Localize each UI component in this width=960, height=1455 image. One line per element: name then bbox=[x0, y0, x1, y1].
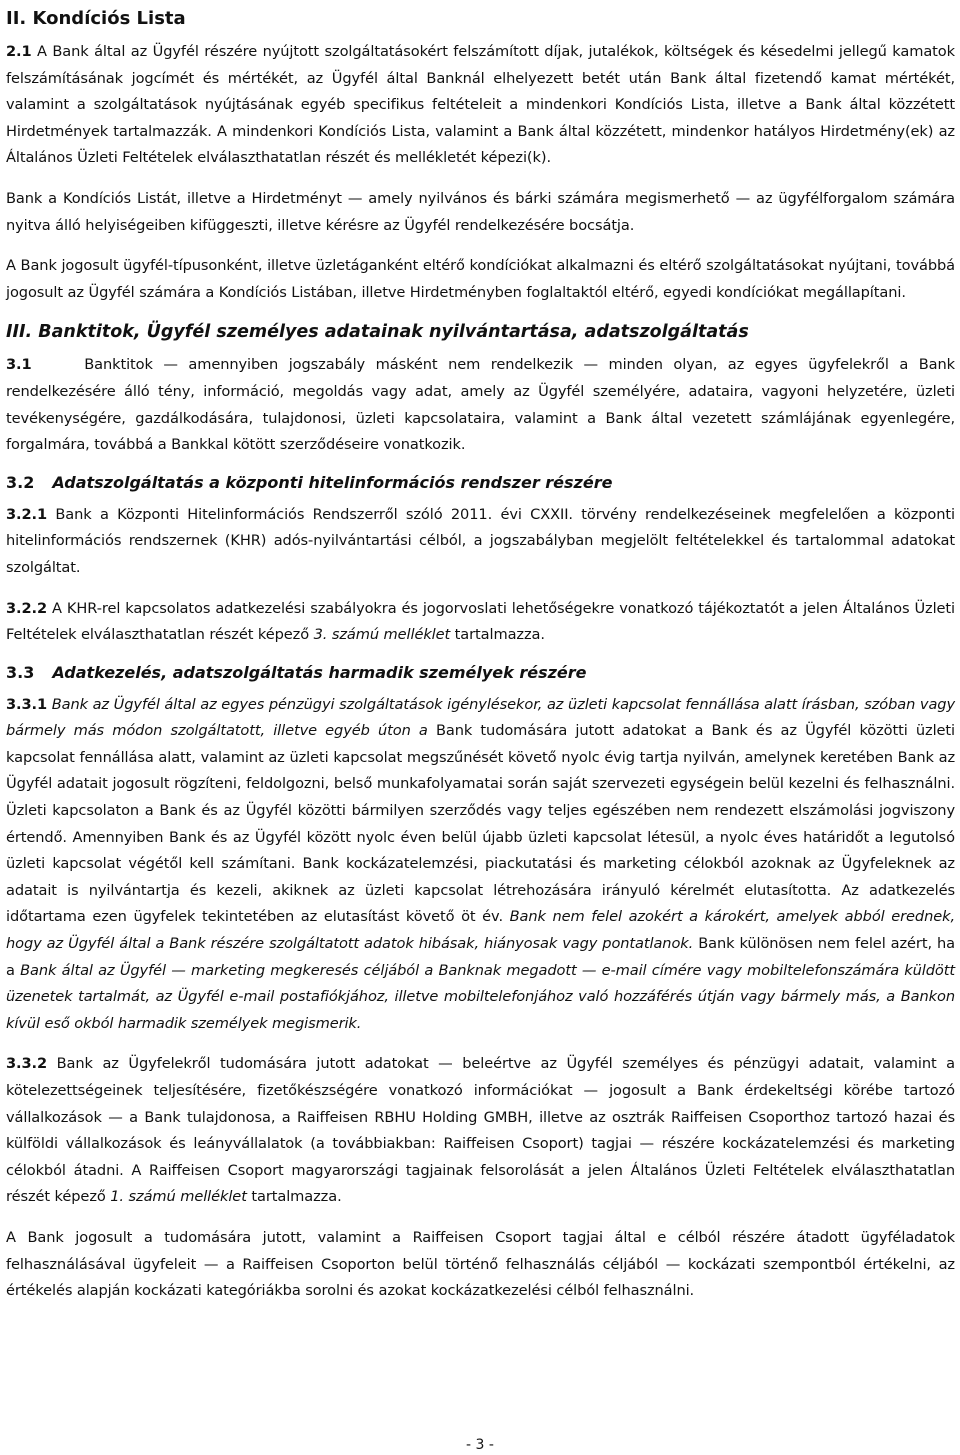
document-page bbox=[6, 8, 955, 1319]
page-number: - 3 - bbox=[466, 1437, 494, 1453]
paragraph-number: 3.2.2 bbox=[6, 599, 48, 617]
paragraph-text-2: Bank különösen nem felel azért, ha a bbox=[6, 935, 955, 979]
paragraph-number: 3.1 bbox=[6, 356, 32, 374]
paragraph-text: Bank az Ügyfelekről tudomására jutott adatokat — beleértve az Ügyfél személyes és pénzügyi adatait, valamint a kötelezettségeinek teljesítésére, fizetőkészségére vonatkozó információkat — jogosult a Bank érdekeltségi körébe tartozó vállalkozások — a Bank tulajdonosa, a Raiffeisen RBHU Holding GMBH, illetve az osztrák Raiffeisen Csoporthoz tartozó hazai és külföldi vállalkozások és leányvállalatok (a továbbiakban: Raiffeisen Csoport) tagjai — részére kockázatelemzési és marketing célokból átadni. A Raiffeisen Csoport magyarországi tagjainak felsorolását a jelen Általános Üzleti Feltételek elválaszthatatlan részét képező bbox=[6, 1055, 955, 1206]
heading-text: Adatszolgáltatás a központi hitelinformációs rendszer részére bbox=[52, 472, 613, 492]
paragraph-text: A Bank által az Ügyfél részére nyújtott szolgáltatásokért felszámított díjak, jutalékok, költségek és késedelmi jellegű kamatok felszámításának jogcímét és mértékét, az Ügyfél által Banknál elhelyezett betét után Bank által fizetendő kamat mértékét, valamint a szolgáltatások nyújtásának egyéb specifikus feltételeit a mindenkori Kondíciós Lista, illetve a Bank által közzétett Hirdetmények tartalmazzák. A mindenkori Kondíciós Lista, valamint a Bank által közzétett, mindenkor hatályos Hirdetmény(ek) az Általános Üzleti Feltételek elválaszthatatlan részét és mellékletét képezi(k). bbox=[6, 43, 955, 167]
heading-number: 3.3 bbox=[6, 662, 35, 682]
heading-number: 3.2 bbox=[6, 472, 35, 492]
paragraph-number: 2.1 bbox=[6, 43, 32, 60]
paragraph-text: Banktitok — amennyiben jogszabály másként nem rendelkezik — minden olyan, az egyes ügyfelekről a Bank rendelkezésére álló tény, információ, megoldás vagy adat, amely az Ügyfél személyére, adataira, vagyoni helyzetére, üzleti tevékenységére, gazdálkodására, tulajdonosi, üzleti kapcsolataira, valamint a Bank által vezetett számlájának egyenlegére, forgalmára, továbbá a Bankkal kötött szerződéseire vonatkozik. bbox=[6, 356, 955, 454]
paragraph-text-end: tartalmazza. bbox=[450, 626, 545, 644]
paragraph-3-3-2 bbox=[6, 1051, 955, 1211]
heading-text: Adatkezelés, adatszolgáltatás harmadik személyek részére bbox=[52, 662, 587, 682]
subsection-heading-3-2 bbox=[6, 473, 955, 492]
paragraph-3-2-1 bbox=[6, 502, 955, 582]
paragraph-number: 3.2.1 bbox=[6, 505, 48, 523]
section-heading-iii: III. Banktitok, Ügyfél személyes adatainak nyilvántartása, adatszolgáltatás bbox=[6, 322, 749, 343]
annex-reference: 3. számú melléklet bbox=[313, 626, 451, 644]
paragraph-number: 3.3.2 bbox=[6, 1055, 48, 1073]
annex-reference: 1. számú melléklet bbox=[110, 1188, 247, 1206]
paragraph-text: Bank a Központi Hitelinformációs Rendszerről szóló 2011. évi CXXII. törvény rendelkezéseinek megfelelően a központi hitelinformációs rendszernek (KHR) adós-nyilvántartási célból, a jogszabályban megjelölt feltételekkel és tartalommal adatokat szolgáltat. bbox=[6, 505, 955, 576]
paragraph-3-2-2 bbox=[6, 596, 955, 649]
paragraph-3-1 bbox=[6, 352, 955, 458]
paragraph-number: 3.3.1 bbox=[6, 695, 48, 713]
paragraph-3-3-1 bbox=[6, 692, 955, 1038]
subsection-heading-3-3 bbox=[6, 663, 955, 682]
paragraph-italic-1: Bank az Ügyfél által az egyes pénzügyi szolgáltatások igénylésekor, az üzleti kapcsolat fennállása alatt írásban, szóban vagy bármely más módon szolgáltatott, illetve egyéb úton a bbox=[6, 695, 955, 740]
paragraph-text: A KHR-rel kapcsolatos adatkezelési szabályokra és jogorvoslati lehetőségekre vonatkozó tájékoztatót a jelen Általános Üzleti Feltételek elválaszthatatlan részét képező bbox=[6, 599, 955, 644]
paragraph-text-end: tartalmazza. bbox=[246, 1188, 342, 1206]
paragraph-2-1 bbox=[6, 39, 955, 172]
paragraph-2-1-b: Bank a Kondíciós Listát, illetve a Hirdetményt — amely nyilvános és bárki számára megismerhető — az ügyfélforgalom számára nyitva álló helyiségeiben kifüggeszti, illetve kérésre az Ügyfél rendelkezésére bocsátja. bbox=[6, 189, 955, 234]
paragraph-2-1-c: A Bank jogosult ügyfél-típusonként, illetve üzletáganként eltérő kondíciókat alkalmazni és eltérő szolgáltatásokat nyújtani, továbbá jogosult az Ügyfél számára a Kondíciós Listában, illetve Hirdetményben foglaltaktól eltérő, egyedi kondíciókat megállapítani. bbox=[6, 257, 955, 301]
paragraph-italic-2: Bank nem felel azokért a károkért, amelyek abból erednek, hogy az Ügyfél által a Bank részére szolgáltatott adatok hibásak, hiányosak vagy pontatlanok. bbox=[6, 908, 955, 953]
section-heading-ii: II. Kondíciós Lista bbox=[6, 8, 186, 29]
paragraph-3-3-2-b: A Bank jogosult a tudomására jutott, valamint a Raiffeisen Csoport tagjai által e célból részére átadott ügyféladatok felhasználásával ügyfeleit — a Raiffeisen Csoporton belül történő felhasználás céljából — kockázati szempontból értékelni, az értékelés alapján kockázati kategóriákba sorolni és azokat kockázatkezelési célból felhasználni. bbox=[6, 1228, 955, 1300]
paragraph-italic-3: Bank által az Ügyfél — marketing megkeresés céljából a Banknak megadott — e-mail címére vagy mobiltelefonszámára küldött üzenetek tartalmát, az Ügyfél e-mail postafiókjához, illetve mobiltelefonjához való hozzáférés útján vagy bármely más, a Bankon kívül eső okból harmadik személyek megismerik. bbox=[6, 961, 955, 1032]
paragraph-text: Bank tudomására jutott adatokat a Bank és az Ügyfél közötti üzleti kapcsolat fennállása alatt, valamint az üzleti kapcsolat megszűnését követő nyolc évig tartja nyilván, amelynek keretében Bank az Ügyfél adatait jogosult rögzíteni, feldolgozni, belső munkafolyamatai során saját szervezeti egységein belül kezelni és felhasználni. Üzleti kapcsolaton a Bank és az Ügyfél közötti bármilyen szerződés vagy teljes egészében nem rendezett elszámolási jogviszony értendő. Amennyiben Bank és az Ügyfél között nyolc éven belül újabb üzleti kapcsolat létesül, a nyolc éves határidőt a legutolsó üzleti kapcsolat végétől kell számítani. Bank kockázatelemzési, piackutatási és marketing célokból azoknak az Ügyfeleknek az adatait is nyilvántartja és kezeli, akiknek az üzleti kapcsolat létrehozására irányuló kérelmét elutasította. Az adatkezelés időtartama ezen ügyfelek tekintetében az elutasítást követő öt év. bbox=[6, 722, 956, 926]
